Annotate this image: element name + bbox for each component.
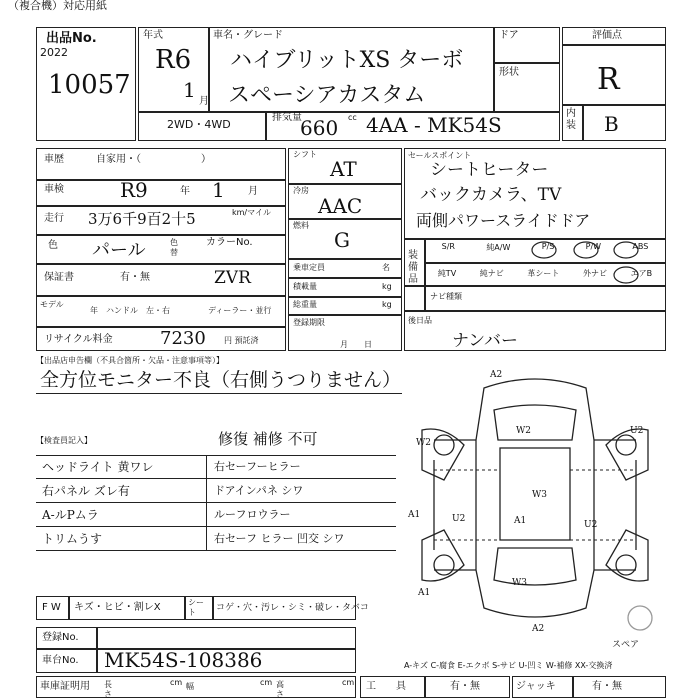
shaken-era: R9 [120,178,148,202]
model-label: モデル [40,300,64,309]
seller-note: 全方位モニター不良（右側うつりません） [40,369,402,391]
car-name: スペーシアカスタム [228,83,426,108]
inspector-left-3: A-ルPムラ [42,508,99,522]
cc-label: 排気量 [272,112,302,123]
load-unit: kg [382,282,392,291]
inspector-left-2: 右パネル ズレ有 [42,484,130,498]
color-change: 色替 [170,238,178,257]
seller-label: 【出品店申告欄（不具合箇所・欠品・注意事項等）】 [36,356,224,365]
recycle-label: リサイクル料金 [44,334,113,345]
width-label: 幅 [186,682,194,691]
inspector-left-4: トリムうす [42,532,103,546]
height-unit: cm [342,678,355,687]
equip-pw: P/W [585,242,602,251]
grade: ハイブリットXS ターボ [230,48,464,73]
drive: 2WD・4WD [167,118,231,131]
weight-unit: kg [382,300,392,309]
equip-ps: P/S [541,242,555,251]
sheet-label: シート [188,598,204,617]
inspector-right-4: 右セーフ ヒラー 凹交 シワ [214,532,345,545]
shaken-month-unit: 月 [248,186,258,197]
reki-label: 車歴 [44,154,64,165]
year-label: 年式 [143,30,163,41]
cc-value: 660 [300,116,339,140]
inspector-right-2: ドアインパネ シワ [214,484,304,497]
sales-line-1: シートヒーター [430,160,549,180]
recycle-value: 7230 [160,328,206,349]
diag-label-u2-side: U2 [584,520,598,530]
cert-label: 車庫証明用 [40,681,90,692]
diag-label-u2-left: U2 [452,514,466,524]
len-unit: cm [170,678,183,687]
shift-value: AT [330,157,357,181]
fuel-value: G [334,228,350,252]
mileage-label: 走行 [44,213,64,224]
diag-label-w3-bottom: W3 [512,578,527,588]
capacity-label: 乗車定員 [293,263,325,272]
capacity-unit: 名 [382,263,390,272]
jack-value: 有・無 [592,681,622,692]
lot-year: 2022 [40,46,68,59]
width-unit: cm [260,678,273,687]
warranty-value: 有・無 [120,272,150,283]
diag-label-a1-side: A1 [408,510,421,520]
int-label: 内装 [566,108,576,131]
equip-navi: 純ナビ [479,269,504,278]
color-no-label: カラーNo. [206,237,253,248]
navi-label: ナビ種類 [430,292,462,301]
tools-label: 工 具 [366,681,406,692]
km-unit: km/マイル [232,208,271,217]
equip-ext-navi: 外ナビ [583,269,608,278]
diag-label-a2-top: A2 [490,370,503,380]
tools-value: 有・無 [450,681,480,692]
sales-label: セールスポイント [408,151,472,160]
jack-label: ジャッキ [516,681,556,692]
diag-label-w3-center: W3 [532,490,547,500]
load-label: 積載量 [293,282,317,291]
ac-label: 冷房 [293,186,309,195]
equip-airbag: エアB [630,269,653,278]
shift-label: シフト [293,150,317,159]
period-unit: 月 日 [340,340,372,349]
dealer: ディーラー・並行 [208,306,272,315]
inspector-left-1: ヘッドライト 黄ワレ [42,460,154,474]
shape-label: 形状 [499,67,519,78]
inspector-right-3: ルーフロウラー [214,508,291,521]
sheet-type: （複合機）対応用紙 [8,0,107,12]
fuel-label: 燃料 [293,221,309,230]
len-label: 長さ [104,680,112,699]
name-label: 車名・グレード [213,30,283,41]
diag-label-u2-right: U2 [630,426,644,436]
inspector-right-1: 右セーフーヒラー [214,460,301,473]
inspector-label: 【検査員記入】 [36,436,92,445]
model-code: 4AA - MK54S [366,113,502,137]
fw-items: キズ・ヒビ・割レX [74,602,161,613]
mileage-value: 3万6千9百2十5 [88,210,196,228]
diag-label-a1-center: A1 [514,516,527,526]
reg-box [36,627,356,649]
after-label: 後日品 [408,316,432,325]
reki-value: 自家用・（ ） [96,154,211,165]
recycle-unit: 円 預託済 [224,336,259,345]
cc-unit: cc [348,113,357,122]
sales-line-2: バックカメラ、TV [420,185,562,205]
grade-label: 評価点 [592,30,622,41]
color-label: 色 [48,240,58,251]
color-no: ZVR [214,268,251,288]
period-label: 登録期限 [293,318,325,327]
chassis-label: 車台No. [42,655,79,666]
equip-abs: ABS [632,242,649,251]
warranty-label: 保証書 [44,272,74,283]
height-label: 高さ [276,680,284,699]
year-era: R6 [155,45,192,75]
equipment-label: 装備品 [408,250,418,285]
lot-label: 出品No. [46,31,97,46]
month-unit: 月 [199,96,209,107]
int-score: B [604,112,619,136]
weight-label: 総重量 [293,300,317,309]
equip-tv: 純TV [437,269,457,278]
door-label: ドア [499,30,519,41]
diag-label-w2-top: W2 [516,426,531,436]
chassis-value: MK54S-108386 [104,648,263,672]
equipment-circles [404,238,666,288]
diagram-labels [404,370,666,632]
lot-number: 10057 [48,70,131,100]
shaken-year-unit: 年 [180,186,190,197]
damage-legend: A-キズ C-腐食 E-エクボ S-サビ U-凹ミ W-補修 XX-交換済 [404,661,613,670]
year-month: 1 [183,78,196,102]
equip-sr: S/R [441,242,455,251]
spare-label: スペア [612,640,640,650]
sheet-items: コゲ・穴・汚レ・シミ・破レ・タバコ [216,603,369,613]
inspector-top: 修復 補修 不可 [218,430,318,448]
shaken-label: 車検 [44,184,64,195]
reg-label: 登録No. [42,632,79,643]
ac-value: AAC [318,194,363,218]
handle: 年 ハンドル 左・右 [90,306,170,315]
fw-label: F W [42,602,61,613]
sales-line-3: 両側パワースライドドア [416,211,591,230]
diag-label-a1-left: A1 [418,588,431,598]
equip-aw: 純A/W [486,243,511,252]
grade-score: R [597,62,620,97]
color-value: パール [92,240,146,261]
after-value: ナンバー [452,331,518,351]
equip-leather: 革シート [527,269,560,278]
diag-label-w2-left: W2 [416,438,431,448]
shaken-month: 1 [212,178,225,202]
diag-label-a2-bottom: A2 [532,624,545,634]
